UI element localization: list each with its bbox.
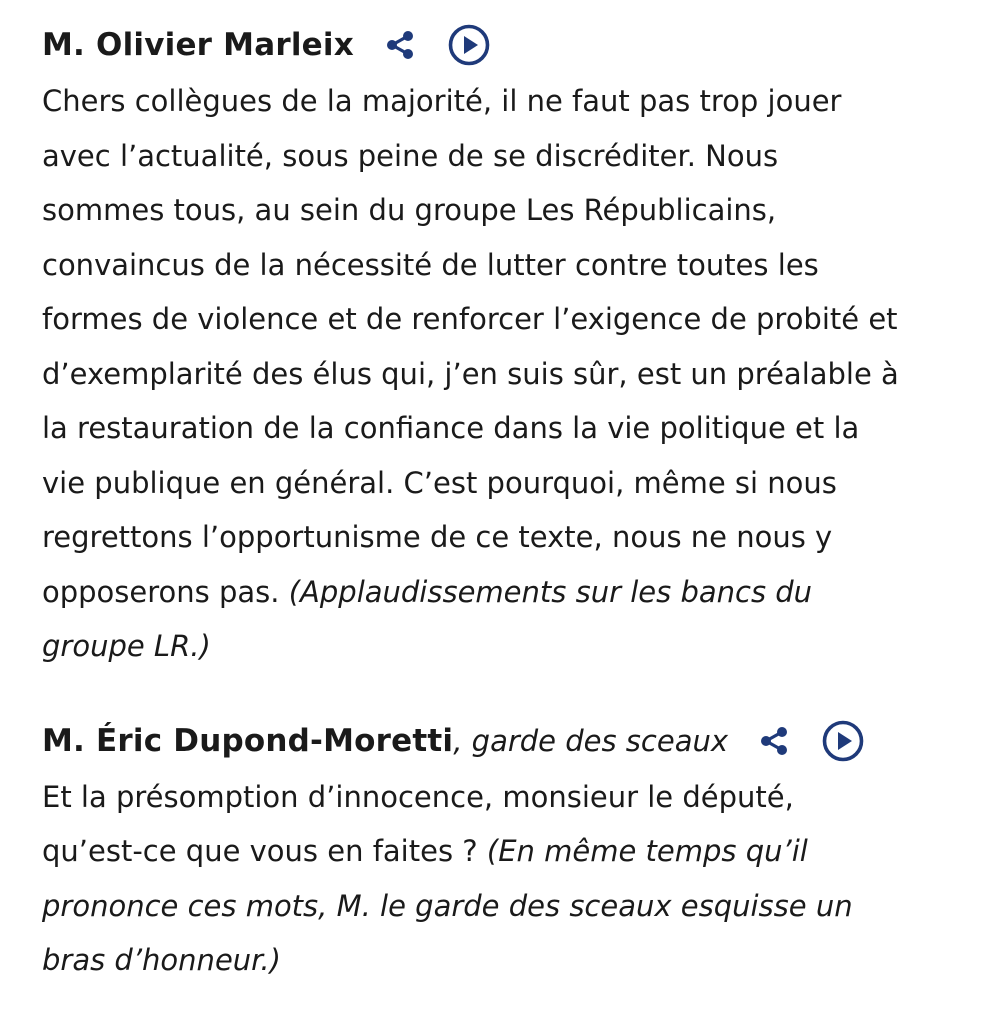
- speech-line: qu’est-ce que vous en faites ? (En même temps qu’il: [42, 834, 808, 868]
- speech-line: d’exemplarité des élus qui, j’en suis sûr, est un préalable à: [42, 356, 899, 391]
- speaker-header: [42, 22, 981, 68]
- speech-line: [42, 933, 977, 988]
- play-button[interactable]: [820, 718, 866, 764]
- intervention-marleix: [42, 22, 981, 674]
- speech-line: sommes tous, au sein du groupe Les Républicains,: [42, 193, 777, 227]
- speaker-header: [42, 718, 981, 764]
- speech-line: formes de violence et de renforcer l’exigence de probité et: [42, 302, 898, 336]
- play-button[interactable]: [446, 22, 492, 68]
- speech-line: convaincus de la nécessité de lutter contre toutes les: [42, 247, 819, 282]
- speaker-name: M. Éric Dupond-Moretti: [42, 722, 454, 759]
- speech-text: [42, 74, 977, 674]
- speech-line: [42, 619, 977, 674]
- play-circle-icon: [447, 23, 491, 67]
- speech-line: Chers collègues de la majorité, il ne faut pas trop jouer: [42, 84, 842, 118]
- speaker-name: M. Olivier Marleix: [42, 27, 354, 63]
- share-button[interactable]: [754, 721, 794, 761]
- speech-line: vie publique en général. C’est pourquoi, même si nous: [42, 465, 837, 500]
- speech-text: [42, 770, 977, 988]
- stage-direction: groupe LR.): [42, 629, 211, 663]
- stage-direction: (En même temps qu’il: [486, 834, 808, 868]
- speech-line: regrettons l’opportunisme de ce texte, nous ne nous y: [42, 520, 833, 554]
- speech-line: opposerons pas. (Applaudissements sur les bancs du: [42, 574, 813, 609]
- share-icon: [383, 28, 417, 62]
- share-button[interactable]: [380, 25, 420, 65]
- speech-line: [42, 879, 977, 934]
- speech-line: Et la présomption d’innocence, monsieur le député,: [42, 779, 794, 814]
- stage-direction: prononce ces mots, M. le garde des sceaux esquisse un: [42, 888, 853, 923]
- share-icon: [757, 724, 791, 758]
- stage-direction: (Applaudissements sur les bancs du: [288, 574, 813, 609]
- speaker-role: , garde des sceaux: [453, 723, 729, 758]
- stage-direction: bras d’honneur.): [42, 943, 281, 977]
- intervention-dupond-moretti: [42, 718, 981, 988]
- speech-line: la restauration de la confiance dans la vie politique et la: [42, 411, 860, 445]
- play-circle-icon: [821, 719, 865, 763]
- speech-line: avec l’actualité, sous peine de se discréditer. Nous: [42, 138, 779, 173]
